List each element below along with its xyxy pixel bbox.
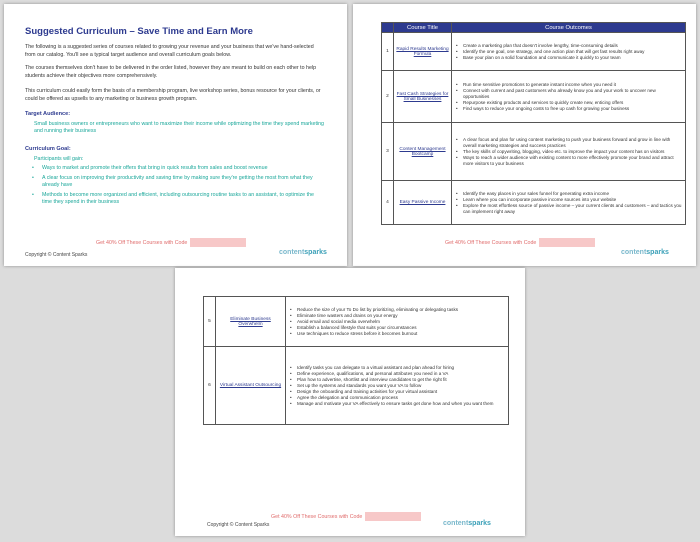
outcome-item: • Identify the one goal, one strategy, and one action plan that will get fast results right away <box>454 49 682 55</box>
outcome-item: • Use techniques to reduce stress before it becomes burnout <box>288 331 505 337</box>
row-number: 1 <box>382 33 394 71</box>
column-header-course-outcomes: Course Outcomes <box>452 23 686 33</box>
outcome-item: • Explore the most effortless source of passive income – your current clients and customers – and tactics you can implement right away <box>454 203 682 215</box>
gain-item: • Ways to market and promote their offers that bring in quick results from sales and boost revenue <box>42 165 322 172</box>
offer-text: Get 40% Off These Courses with Code <box>271 514 363 520</box>
outcome-item: • The key skills of copywriting, blogging, video etc. to improve the impact your content has on visitors <box>454 149 682 155</box>
table-row <box>382 33 686 71</box>
row-number: 2 <box>382 71 394 123</box>
course-title-link[interactable]: Easy Passive Income <box>394 181 452 225</box>
outcome-item: • Learn where you can incorporate passive income sources into your website <box>454 197 682 203</box>
outcome-item: • Avoid email and social media overwhelm <box>288 319 505 325</box>
outcome-item: • Establish a balanced lifestyle that suits your circumstances <box>288 325 505 331</box>
copyright: Copyright © Content Sparks <box>207 522 270 528</box>
coupon-code-box <box>539 238 595 247</box>
outcome-item: • Connect with current and past customers who already know you and your work to uncover new opportunities <box>454 88 682 100</box>
content-sparks-logo: contentsparks <box>279 249 327 256</box>
course-title-link[interactable]: Virtual Assistant Outsourcing <box>216 347 286 425</box>
coupon-code-box <box>365 512 421 521</box>
coupon-code-box <box>190 238 246 247</box>
column-header-course-title: Course Title <box>394 23 452 33</box>
row-number: 3 <box>382 123 394 181</box>
course-outcomes-table-continued <box>203 296 509 425</box>
gain-item: • A clear focus on improving their productivity and saving time by making sure they're getting the most from what they already have <box>42 175 322 190</box>
offer-text: Get 40% Off These Courses with Code <box>96 240 188 246</box>
table-row <box>382 181 686 225</box>
curriculum-goal-heading: Curriculum Goal: <box>25 146 71 152</box>
gain-intro: Participants will gain: <box>34 156 84 162</box>
course-outcomes-table <box>381 22 686 225</box>
outcome-item: • Find ways to reduce your ongoing costs to free up cash for growing your business <box>454 106 682 112</box>
outcome-item: • Plan how to advertise, shortlist and interview candidates to get the right fit <box>288 377 505 383</box>
outcome-item: • Run time sensitive promotions to generate instant income when you need it <box>454 82 682 88</box>
table-row <box>204 347 509 425</box>
page-3 <box>175 268 525 536</box>
target-audience-heading: Target Audience: <box>25 111 71 117</box>
row-number: 4 <box>382 181 394 225</box>
row-number: 6 <box>204 347 216 425</box>
course-title-link[interactable]: Content Management Bootcamp <box>394 123 452 181</box>
intro-paragraph-1: The following is a suggested series of courses related to growing your revenue and your business that we've hand-selected from our catalog. You'll see a typical target audience and overall curriculum goals below. <box>25 44 314 58</box>
gain-item: • Methods to become more organized and efficient, including outsourcing routine tasks to an assistant, to optimize the time they spend in their business <box>42 192 322 207</box>
page-2 <box>353 4 696 266</box>
outcome-item: • Reduce the size of your To Do list by prioritizing, eliminating or delegating tasks <box>288 307 505 313</box>
outcome-item: • Base your plan on a solid foundation and communicate it quickly to your team <box>454 55 682 61</box>
outcome-item: • Design the onboarding and training activities for your virtual assistant <box>288 389 505 395</box>
outcome-item: • Create a marketing plan that doesn't involve lengthy, time-consuming details <box>454 43 682 49</box>
content-sparks-logo: contentsparks <box>443 520 491 527</box>
row-number: 5 <box>204 297 216 347</box>
outcome-item: • Ways to reach a wider audience with existing content to more effectively promote your brand and attract more visitors to your business <box>454 155 682 167</box>
outcome-item: • Agree the delegation and communication process <box>288 395 505 401</box>
outcome-item: • Identify tasks you can delegate to a virtual assistant and plan ahead for hiring <box>288 365 505 371</box>
content-sparks-logo: contentsparks <box>621 249 669 256</box>
intro-paragraph-3: This curriculum could easily form the basis of a membership program, live workshop series, bonus resource for your clients, or could be offered as upsells to any marketing or business growth program. <box>25 88 321 102</box>
outcome-item: • A clear focus and plan for using content marketing to push your business forward and grow in line with overall marketing strategies and success practices <box>454 137 682 149</box>
outcome-item: • Repurpose existing products and services to quickly create new, enticing offers <box>454 100 682 106</box>
course-title-link[interactable]: Rapid Results Marketing Formula <box>394 33 452 71</box>
offer-text: Get 40% Off These Courses with Code <box>445 240 537 246</box>
course-title-link[interactable]: Eliminate Business Overwhelm <box>216 297 286 347</box>
table-row <box>204 297 509 347</box>
course-title-link[interactable]: Fast Cash Strategies for Small Businesses <box>394 71 452 123</box>
outcome-item: • Eliminate time wasters and drains on your energy <box>288 313 505 319</box>
intro-paragraph-2: The courses themselves don't have to be delivered in the order listed, however they are meant to build on each other to help students achieve their objectives more comprehensively. <box>25 65 317 79</box>
outcome-item: • Define experience, qualifications, and personal attributes you need in a VA <box>288 371 505 377</box>
page-1 <box>4 4 347 266</box>
table-row <box>382 71 686 123</box>
outcome-item: • Identify the easy places in your sales funnel for generating extra income <box>454 191 682 197</box>
table-header-row <box>382 23 686 33</box>
outcome-item: • Set up the systems and standards you want your VA to follow <box>288 383 505 389</box>
target-audience-text: Small business owners or entrepreneurs who want to maximize their income while optimizing the time they spend marketing and running their business <box>34 121 324 135</box>
page-title: Suggested Curriculum – Save Time and Earn More <box>25 26 253 37</box>
table-row <box>382 123 686 181</box>
outcome-item: • Manage and motivate your VA effectively to ensure tasks get done how and when you want them <box>288 401 505 407</box>
copyright: Copyright © Content Sparks <box>25 252 88 258</box>
